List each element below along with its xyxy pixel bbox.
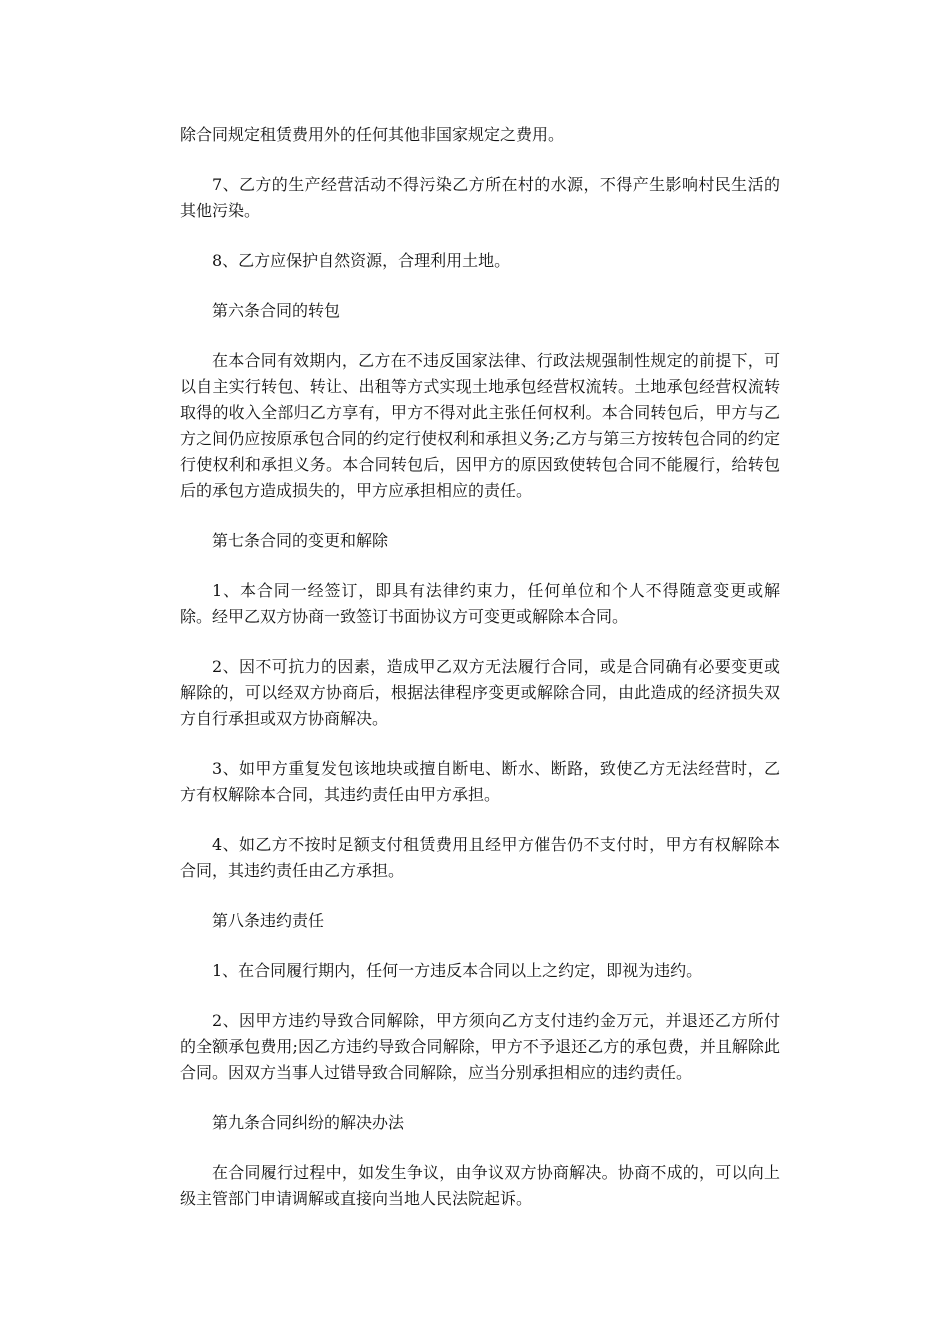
section-heading-article-8: 第八条违约责任 bbox=[212, 911, 325, 930]
paragraph-change-3: 3、如甲方重复发包该地块或擅自断电、断水、断路，致使乙方无法经营时，乙方有权解除本合同，其违约责任由甲方承担。 bbox=[180, 759, 780, 804]
document-body bbox=[180, 122, 780, 1236]
paragraph-clause-7: 7、乙方的生产经营活动不得污染乙方所在村的水源，不得产生影响村民生活的其他污染。 bbox=[180, 175, 780, 220]
paragraph-change-1: 1、本合同一经签订，即具有法律约束力，任何单位和个人不得随意变更或解除。经甲乙双方协商一致签订书面协议方可变更或解除本合同。 bbox=[180, 581, 780, 626]
paragraph-change-4: 4、如乙方不按时足额支付租赁费用且经甲方催告仍不支付时，甲方有权解除本合同，其违约责任由乙方承担。 bbox=[180, 835, 780, 880]
paragraph-fee-continuation: 除合同规定租赁费用外的任何其他非国家规定之费用。 bbox=[180, 125, 565, 144]
paragraph-clause-8: 8、乙方应保护自然资源，合理利用土地。 bbox=[212, 251, 511, 270]
section-heading-article-6: 第六条合同的转包 bbox=[212, 301, 341, 320]
paragraph-subcontract: 在本合同有效期内，乙方在不违反国家法律、行政法规强制性规定的前提下，可以自主实行转包、转让、出租等方式实现土地承包经营权流转。土地承包经营权流转取得的收入全部归乙方享有，甲方不得对此主张任何权利。本合同转包后，甲方与乙方之间仍应按原承包合同的约定行使权利和承担义务;乙方与第三方按转包合同的约定行使权利和承担义务。本合同转包后，因甲方的原因致使转包合同不能履行，给转包后的承包方造成损失的，甲方应承担相应的责任。 bbox=[180, 351, 780, 500]
section-heading-article-7: 第七条合同的变更和解除 bbox=[212, 531, 389, 550]
paragraph-breach-1: 1、在合同履行期内，任何一方违反本合同以上之约定，即视为违约。 bbox=[212, 961, 703, 980]
paragraph-breach-2: 2、因甲方违约导致合同解除，甲方须向乙方支付违约金万元，并退还乙方所付的全额承包费用;因乙方违约导致合同解除，甲方不予退还乙方的承包费，并且解除此合同。因双方当事人过错导致合同解除，应当分别承担相应的违约责任。 bbox=[180, 1011, 780, 1082]
paragraph-change-2: 2、因不可抗力的因素，造成甲乙双方无法履行合同，或是合同确有必要变更或解除的，可以经双方协商后，根据法律程序变更或解除合同，由此造成的经济损失双方自行承担或双方协商解决。 bbox=[180, 657, 780, 728]
section-heading-article-9: 第九条合同纠纷的解决办法 bbox=[212, 1113, 405, 1132]
paragraph-dispute: 在合同履行过程中，如发生争议，由争议双方协商解决。协商不成的，可以向上级主管部门申请调解或直接向当地人民法院起诉。 bbox=[180, 1163, 780, 1208]
